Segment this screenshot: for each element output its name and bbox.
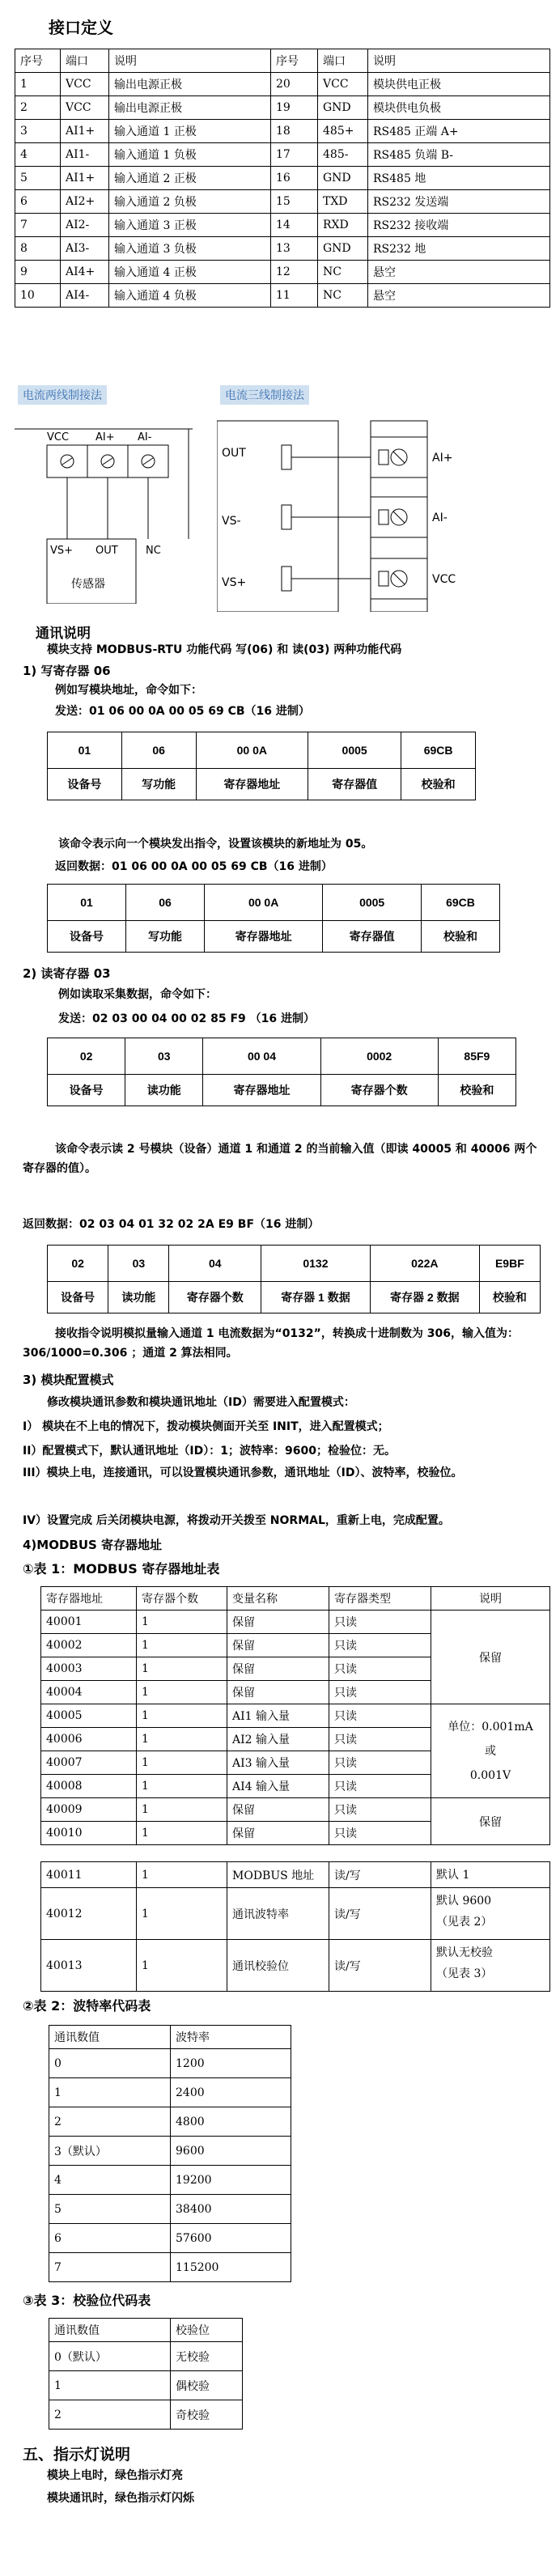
pin-table-cell: 12 xyxy=(271,261,318,284)
write-note: 该命令表示向一个模块发出指令，设置该模块的新地址为 05。 xyxy=(58,838,373,851)
register-cell: AI4 输入量 xyxy=(227,1775,329,1798)
register-cell: 40007 xyxy=(41,1751,137,1775)
register-cell: 保留 xyxy=(227,1611,329,1634)
config-step-4: IV）设置完成 后关闭模块电源，将拨动开关拨至 NORMAL，重新上电，完成配置。 xyxy=(23,1514,450,1527)
register-note-cell: 保留 xyxy=(431,1611,550,1704)
comm-title: 通讯说明 xyxy=(36,626,91,642)
pin-table-cell: RS485 地 xyxy=(368,167,550,190)
register-desc-line: （见表 3） xyxy=(436,1967,493,1980)
register-cell: 40005 xyxy=(41,1704,137,1728)
register-cell: 40004 xyxy=(41,1681,137,1704)
pin-table-header xyxy=(15,49,550,73)
pin-table-cell: 输入通道 2 负极 xyxy=(109,190,271,214)
register-cell: 保留 xyxy=(227,1657,329,1681)
three-wire-right-label: AI- xyxy=(432,511,448,524)
pin-table-cell: 输入通道 3 正极 xyxy=(109,214,271,237)
register-cell: 只读 xyxy=(329,1775,431,1798)
three-wire-left-label: VS+ xyxy=(222,576,247,589)
register-cell: MODBUS 地址 xyxy=(227,1862,329,1888)
cmd-value-cell: 02 xyxy=(48,1246,108,1282)
pin-table-cell: NC xyxy=(318,261,368,284)
pin-table-cell: 输入通道 2 正极 xyxy=(109,167,271,190)
table-row xyxy=(49,2049,291,2078)
cmd-label-cell: 设备号 xyxy=(48,769,122,800)
code-table-cell: 奇校验 xyxy=(171,2400,243,2430)
code-table-cell: 1 xyxy=(49,2371,171,2400)
register-cell: 只读 xyxy=(329,1611,431,1634)
pin-table-cell: RS485 负端 B- xyxy=(368,143,550,167)
pin-table-cell: VCC xyxy=(61,96,109,120)
pin-table-cell: GND xyxy=(318,96,368,120)
code-table-cell: 4800 xyxy=(171,2107,291,2137)
table-row xyxy=(41,1798,550,1822)
register-header-cell: 说明 xyxy=(431,1587,550,1611)
pin-table-cell: 7 xyxy=(15,214,61,237)
pin-table-cell: 10 xyxy=(15,284,61,308)
cmd-label-cell: 设备号 xyxy=(48,1282,108,1313)
pin-table-cell: 9 xyxy=(15,261,61,284)
pin-table-cell: 20 xyxy=(271,73,318,96)
register-cell: 只读 xyxy=(329,1657,431,1681)
three-wire-right-label: VCC xyxy=(432,573,456,586)
code-table-cell: 无校验 xyxy=(171,2342,243,2371)
register-cell: 读/写 xyxy=(329,1888,431,1940)
interface-title: 接口定义 xyxy=(49,18,113,37)
register-cell: 1 xyxy=(137,1657,227,1681)
cmd-value-row xyxy=(48,885,500,921)
register-cell: 1 xyxy=(137,1728,227,1751)
pin-table-cell: 输入通道 1 正极 xyxy=(109,120,271,143)
register-cell: 保留 xyxy=(227,1634,329,1657)
unit-note-line: 或 xyxy=(485,1744,496,1758)
table-row xyxy=(49,2371,243,2400)
pin-table-cell: 1 xyxy=(15,73,61,96)
cmd-label-row xyxy=(48,921,500,953)
write-title: 1) 写寄存器 06 xyxy=(23,664,111,678)
comm-intro: 模块支持 MODBUS-RTU 功能代码 写(06) 和 读(03) 两种功能代码 xyxy=(47,643,402,656)
pin-table-cell: 5 xyxy=(15,167,61,190)
table-row xyxy=(49,2342,243,2371)
pin-table-cell: RS232 地 xyxy=(368,237,550,261)
table-row xyxy=(49,2166,291,2195)
table-row xyxy=(15,96,550,120)
pin-table xyxy=(15,49,550,308)
table-row xyxy=(15,237,550,261)
register-cell: 1 xyxy=(137,1940,227,1992)
cmd-label-cell: 寄存器个数 xyxy=(169,1282,261,1313)
register-table xyxy=(40,1586,550,1845)
cmd-label-cell: 读功能 xyxy=(125,1075,203,1106)
pin-table-cell: 8 xyxy=(15,237,61,261)
read-example: 例如读取采集数据，命令如下： xyxy=(58,988,217,1001)
unit-note-line: 单位：0.001mA xyxy=(448,1720,533,1734)
code-table-header-cell: 校验位 xyxy=(171,2319,243,2342)
cmd-value-row xyxy=(48,732,476,769)
cmd-value-cell: 03 xyxy=(108,1246,169,1282)
code-table-header-cell: 通讯数值 xyxy=(49,2026,171,2049)
cmd-label-cell: 寄存器地址 xyxy=(196,769,308,800)
table-row xyxy=(49,2137,291,2166)
table-row xyxy=(15,261,550,284)
table-row xyxy=(41,1704,550,1728)
cmd-label-cell: 校验和 xyxy=(479,1282,540,1313)
table3-title: ③表 3：校验位代码表 xyxy=(23,2293,151,2308)
register-cell: 40006 xyxy=(41,1728,137,1751)
cmd-label-cell: 寄存器 1 数据 xyxy=(261,1282,371,1313)
cmd-value-row xyxy=(48,1038,516,1075)
two-wire-term-label: AI- xyxy=(138,431,152,443)
table1-title: ①表 1：MODBUS 寄存器地址表 xyxy=(23,1561,220,1577)
pin-table-cell: 模块供电负极 xyxy=(368,96,550,120)
cmd-label-cell: 校验和 xyxy=(438,1075,515,1106)
table2-header xyxy=(49,2026,291,2049)
pin-table-cell: 输出电源正极 xyxy=(109,73,271,96)
pin-table-cell: 11 xyxy=(271,284,318,308)
pin-table-cell: VCC xyxy=(318,73,368,96)
register-cell: 40001 xyxy=(41,1611,137,1634)
register-cell: 40002 xyxy=(41,1634,137,1657)
pin-table-cell: RXD xyxy=(318,214,368,237)
table-row xyxy=(41,1888,550,1940)
sensor-term-label: NC xyxy=(146,545,161,557)
pin-table-cell: 13 xyxy=(271,237,318,261)
unit-note-line: 0.001V xyxy=(469,1768,511,1782)
pin-table-cell: 6 xyxy=(15,190,61,214)
pin-table-cell: 输入通道 4 正极 xyxy=(109,261,271,284)
cmd-value-cell: 00 0A xyxy=(196,732,308,769)
pin-table-cell: 17 xyxy=(271,143,318,167)
cmd-label-row xyxy=(48,1075,516,1106)
register-cell: 1 xyxy=(137,1751,227,1775)
code-table-cell: 1 xyxy=(49,2078,171,2107)
parity-table xyxy=(49,2318,243,2430)
code-table-cell: 2 xyxy=(49,2400,171,2430)
code-table-header-cell: 波特率 xyxy=(171,2026,291,2049)
table-row xyxy=(41,1611,550,1634)
pin-table-cell: 2 xyxy=(15,96,61,120)
register-cell: 只读 xyxy=(329,1681,431,1704)
table-row xyxy=(41,1862,550,1888)
pin-table-cell: NC xyxy=(318,284,368,308)
pin-table-cell: AI2+ xyxy=(61,190,109,214)
pin-table-cell: 模块供电正极 xyxy=(368,73,550,96)
cmd-value-cell: 0002 xyxy=(320,1038,438,1075)
cmd-write-return-table xyxy=(47,884,500,953)
table-row xyxy=(15,190,550,214)
cmd-label-cell: 设备号 xyxy=(48,921,126,953)
register-cell: 保留 xyxy=(227,1798,329,1822)
register-cell: 40010 xyxy=(41,1822,137,1845)
register-cell: 只读 xyxy=(329,1634,431,1657)
table-row xyxy=(49,2400,243,2430)
code-table-cell: 115200 xyxy=(171,2253,291,2282)
table-row xyxy=(41,1940,550,1992)
table-row xyxy=(49,2253,291,2282)
pin-table-cell: RS232 接收端 xyxy=(368,214,550,237)
config-step-2: II）配置模式下，默认通讯地址（ID）：1；波特率：9600；检验位：无。 xyxy=(23,1445,396,1458)
cmd-value-cell: 00 04 xyxy=(203,1038,320,1075)
register-desc-cell xyxy=(431,1862,550,1888)
pin-table-cell: TXD xyxy=(318,190,368,214)
pin-table-cell: 3 xyxy=(15,120,61,143)
code-table-cell: 5 xyxy=(49,2195,171,2224)
pin-table-header-cell: 序号 xyxy=(271,49,318,73)
pin-table-cell: GND xyxy=(318,167,368,190)
pin-table-cell: 输入通道 4 负极 xyxy=(109,284,271,308)
led-line-1: 模块上电时，绿色指示灯亮 xyxy=(47,2469,183,2482)
code-table-cell: 38400 xyxy=(171,2195,291,2224)
cmd-value-cell: 022A xyxy=(370,1246,479,1282)
register-cell: 只读 xyxy=(329,1704,431,1728)
cmd-value-cell: 0132 xyxy=(261,1246,371,1282)
code-table-cell: 7 xyxy=(49,2253,171,2282)
code-table-cell: 6 xyxy=(49,2224,171,2253)
pin-table-cell: 16 xyxy=(271,167,318,190)
three-wire-left-label: OUT xyxy=(222,447,246,460)
cmd-value-cell: 04 xyxy=(169,1246,261,1282)
cmd-label-row xyxy=(48,1282,541,1313)
table-row xyxy=(49,2224,291,2253)
register-cell: 1 xyxy=(137,1822,227,1845)
register-cell: 只读 xyxy=(329,1751,431,1775)
cmd-label-cell: 写功能 xyxy=(125,921,204,953)
pin-table-cell: AI2- xyxy=(61,214,109,237)
code-table-cell: 3（默认） xyxy=(49,2137,171,2166)
table-row xyxy=(15,214,550,237)
config-step-3: III）模块上电，连接通讯，可以设置模块通讯参数，通讯地址（ID）、波特率，校验位。 xyxy=(23,1466,463,1479)
code-table-cell: 0（默认） xyxy=(49,2342,171,2371)
cmd-value-cell: 85F9 xyxy=(438,1038,515,1075)
sensor-term-label: VS+ xyxy=(50,545,74,557)
pin-table-cell: AI1+ xyxy=(61,120,109,143)
register-cell: 40003 xyxy=(41,1657,137,1681)
pin-table-cell: 14 xyxy=(271,214,318,237)
code-table-cell: 2400 xyxy=(171,2078,291,2107)
led-line-2: 模块通讯时，绿色指示灯闪烁 xyxy=(47,2492,194,2505)
register-cell: 只读 xyxy=(329,1798,431,1822)
write-return: 返回数据：01 06 00 0A 00 05 69 CB（16 进制） xyxy=(55,860,333,873)
code-table-cell: 2 xyxy=(49,2107,171,2137)
cmd-value-row xyxy=(48,1246,541,1282)
pin-table-cell: 485+ xyxy=(318,120,368,143)
cmd-write-table xyxy=(47,732,476,800)
register-desc-line: 默认 9600 xyxy=(436,1895,492,1908)
three-wire-label: 电流三线制接法 xyxy=(220,385,309,405)
table-row xyxy=(15,143,550,167)
cmd-label-cell: 寄存器地址 xyxy=(204,921,322,953)
cmd-label-cell: 寄存器值 xyxy=(308,769,401,800)
register-desc-line: 默认无校验 xyxy=(436,1946,493,1959)
modbus-title: 4)MODBUS 寄存器地址 xyxy=(23,1538,163,1552)
pin-table-header-cell: 端口 xyxy=(61,49,109,73)
read-explain: 接收指令说明模拟量输入通道 1 电流数据为“0132”，转换成十进制数为 306，输入值为：306/1000=0.306 ；通道 2 算法相同。 xyxy=(23,1327,519,1360)
pin-table-cell: AI1- xyxy=(61,143,109,167)
register-cell: 1 xyxy=(137,1862,227,1888)
cmd-label-cell: 校验和 xyxy=(422,921,500,953)
register-desc-line: 默认 1 xyxy=(436,1869,470,1882)
cmd-label-cell: 寄存器个数 xyxy=(320,1075,438,1106)
pin-table-cell: AI3- xyxy=(61,237,109,261)
register-cell: 40008 xyxy=(41,1775,137,1798)
register-table-config xyxy=(40,1861,550,1992)
pin-table-cell: 输入通道 3 负极 xyxy=(109,237,271,261)
register-cell: 读/写 xyxy=(329,1862,431,1888)
cmd-value-cell: 01 xyxy=(48,885,126,921)
cmd-label-cell: 读功能 xyxy=(108,1282,169,1313)
pin-table-cell: 输入通道 1 负极 xyxy=(109,143,271,167)
register-desc-cell xyxy=(431,1888,550,1940)
code-table-cell: 4 xyxy=(49,2166,171,2195)
table-row xyxy=(49,2078,291,2107)
register-header-cell: 寄存器个数 xyxy=(137,1587,227,1611)
table-row xyxy=(49,2195,291,2224)
three-wire-diagram xyxy=(217,410,541,612)
register-cell: 1 xyxy=(137,1611,227,1634)
two-wire-term-label: VCC xyxy=(47,431,70,443)
register-cell: AI1 输入量 xyxy=(227,1704,329,1728)
register-cell: 1 xyxy=(137,1704,227,1728)
cmd-value-cell: 03 xyxy=(125,1038,203,1075)
table-row xyxy=(15,284,550,308)
pin-table-cell: 悬空 xyxy=(368,261,550,284)
table-row xyxy=(49,2107,291,2137)
pin-table-cell: 4 xyxy=(15,143,61,167)
pin-table-cell: AI4- xyxy=(61,284,109,308)
pin-table-cell: 15 xyxy=(271,190,318,214)
register-cell: 通讯波特率 xyxy=(227,1888,329,1940)
pin-table-cell: VCC xyxy=(61,73,109,96)
register-desc-cell xyxy=(431,1940,550,1992)
two-wire-label: 电流两线制接法 xyxy=(18,385,107,405)
cmd-label-cell: 寄存器地址 xyxy=(203,1075,320,1106)
pin-table-header-cell: 序号 xyxy=(15,49,61,73)
pin-table-cell: 输出电源正极 xyxy=(109,96,271,120)
cmd-value-cell: 69CB xyxy=(401,732,476,769)
register-cell: 1 xyxy=(137,1775,227,1798)
pin-table-header-cell: 说明 xyxy=(368,49,550,73)
register-unit-note xyxy=(431,1704,550,1798)
code-table-header-cell: 通讯数值 xyxy=(49,2319,171,2342)
cmd-label-cell: 寄存器值 xyxy=(323,921,422,953)
two-wire-diagram xyxy=(15,410,217,604)
cmd-label-cell: 设备号 xyxy=(48,1075,125,1106)
pin-table-header-cell: 说明 xyxy=(109,49,271,73)
cmd-read-return-table xyxy=(47,1245,541,1313)
register-cell: 40013 xyxy=(41,1940,137,1992)
config-intro: 修改模块通讯参数和模块通讯地址（ID）需要进入配置模式： xyxy=(47,1396,355,1409)
register-cell: 通讯校验位 xyxy=(227,1940,329,1992)
config-step-1: I） 模块在不上电的情况下，拨动模块侧面开关至 INIT，进入配置模式； xyxy=(23,1420,389,1433)
register-desc-line: （见表 2） xyxy=(436,1916,493,1929)
register-cell: 只读 xyxy=(329,1822,431,1845)
code-table-cell: 57600 xyxy=(171,2224,291,2253)
cmd-label-cell: 写功能 xyxy=(121,769,196,800)
pin-table-cell: 悬空 xyxy=(368,284,550,308)
pin-table-cell: GND xyxy=(318,237,368,261)
three-wire-left-label: VS- xyxy=(222,515,241,528)
register-cell: 保留 xyxy=(227,1822,329,1845)
register-cell: AI3 输入量 xyxy=(227,1751,329,1775)
register-header-cell: 变量名称 xyxy=(227,1587,329,1611)
pin-table-cell: AI1+ xyxy=(61,167,109,190)
code-table-cell: 19200 xyxy=(171,2166,291,2195)
cmd-value-cell: 06 xyxy=(125,885,204,921)
cmd-value-cell: 00 0A xyxy=(204,885,322,921)
led-title: 五、指示灯说明 xyxy=(23,2446,131,2464)
read-title: 2) 读寄存器 03 xyxy=(23,966,111,981)
read-note: 该命令表示读 2 号模块（设备）通道 1 和通道 2 的当前输入值（即读 40005 和 40006 两个寄存器的值）。 xyxy=(23,1143,537,1175)
cmd-value-cell: 0005 xyxy=(323,885,422,921)
code-table-cell: 0 xyxy=(49,2049,171,2078)
three-wire-right-label: AI+ xyxy=(432,452,453,465)
cmd-read-table xyxy=(47,1038,516,1106)
register-table-header xyxy=(41,1587,550,1611)
table-row xyxy=(15,167,550,190)
cmd-value-cell: 01 xyxy=(48,732,122,769)
two-wire-term-label: AI+ xyxy=(95,431,115,443)
write-send: 发送：01 06 00 0A 00 05 69 CB（16 进制） xyxy=(55,705,310,718)
pin-table-cell: RS232 发送端 xyxy=(368,190,550,214)
register-cell: 1 xyxy=(137,1634,227,1657)
code-table-cell: 偶校验 xyxy=(171,2371,243,2400)
register-note-cell: 保留 xyxy=(431,1798,550,1845)
table2-title: ②表 2：波特率代码表 xyxy=(23,1998,151,2014)
register-cell: 1 xyxy=(137,1798,227,1822)
pin-table-cell: AI4+ xyxy=(61,261,109,284)
sensor-label: 传感器 xyxy=(71,578,105,591)
table-row xyxy=(15,73,550,96)
cmd-label-row xyxy=(48,769,476,800)
register-cell: 40009 xyxy=(41,1798,137,1822)
register-cell: 保留 xyxy=(227,1681,329,1704)
pin-table-cell: 18 xyxy=(271,120,318,143)
register-cell: 1 xyxy=(137,1681,227,1704)
pin-table-cell: 485- xyxy=(318,143,368,167)
pin-table-header-cell: 端口 xyxy=(318,49,368,73)
register-header-cell: 寄存器地址 xyxy=(41,1587,137,1611)
register-header-cell: 寄存器类型 xyxy=(329,1587,431,1611)
register-cell: AI2 输入量 xyxy=(227,1728,329,1751)
register-cell: 只读 xyxy=(329,1728,431,1751)
register-cell: 1 xyxy=(137,1888,227,1940)
baud-table xyxy=(49,2025,291,2282)
cmd-value-cell: 06 xyxy=(121,732,196,769)
read-return: 返回数据：02 03 04 01 32 02 2A E9 BF（16 进制） xyxy=(23,1218,320,1231)
sensor-term-label: OUT xyxy=(95,545,118,557)
register-cell: 读/写 xyxy=(329,1940,431,1992)
cmd-value-cell: 69CB xyxy=(422,885,500,921)
register-cell: 40012 xyxy=(41,1888,137,1940)
cmd-value-cell: 0005 xyxy=(308,732,401,769)
read-send: 发送：02 03 00 04 00 02 85 F9 （16 进制） xyxy=(58,1012,316,1025)
config-title: 3) 模块配置模式 xyxy=(23,1373,114,1387)
code-table-cell: 1200 xyxy=(171,2049,291,2078)
write-example: 例如写模块地址，命令如下： xyxy=(55,684,202,697)
cmd-value-cell: E9BF xyxy=(479,1246,540,1282)
cmd-value-cell: 02 xyxy=(48,1038,125,1075)
cmd-label-cell: 校验和 xyxy=(401,769,476,800)
pin-table-cell: RS485 正端 A+ xyxy=(368,120,550,143)
register-cell: 40011 xyxy=(41,1862,137,1888)
pin-table-cell: 19 xyxy=(271,96,318,120)
cmd-label-cell: 寄存器 2 数据 xyxy=(370,1282,479,1313)
table-row xyxy=(15,120,550,143)
table3-header xyxy=(49,2319,243,2342)
code-table-cell: 9600 xyxy=(171,2137,291,2166)
